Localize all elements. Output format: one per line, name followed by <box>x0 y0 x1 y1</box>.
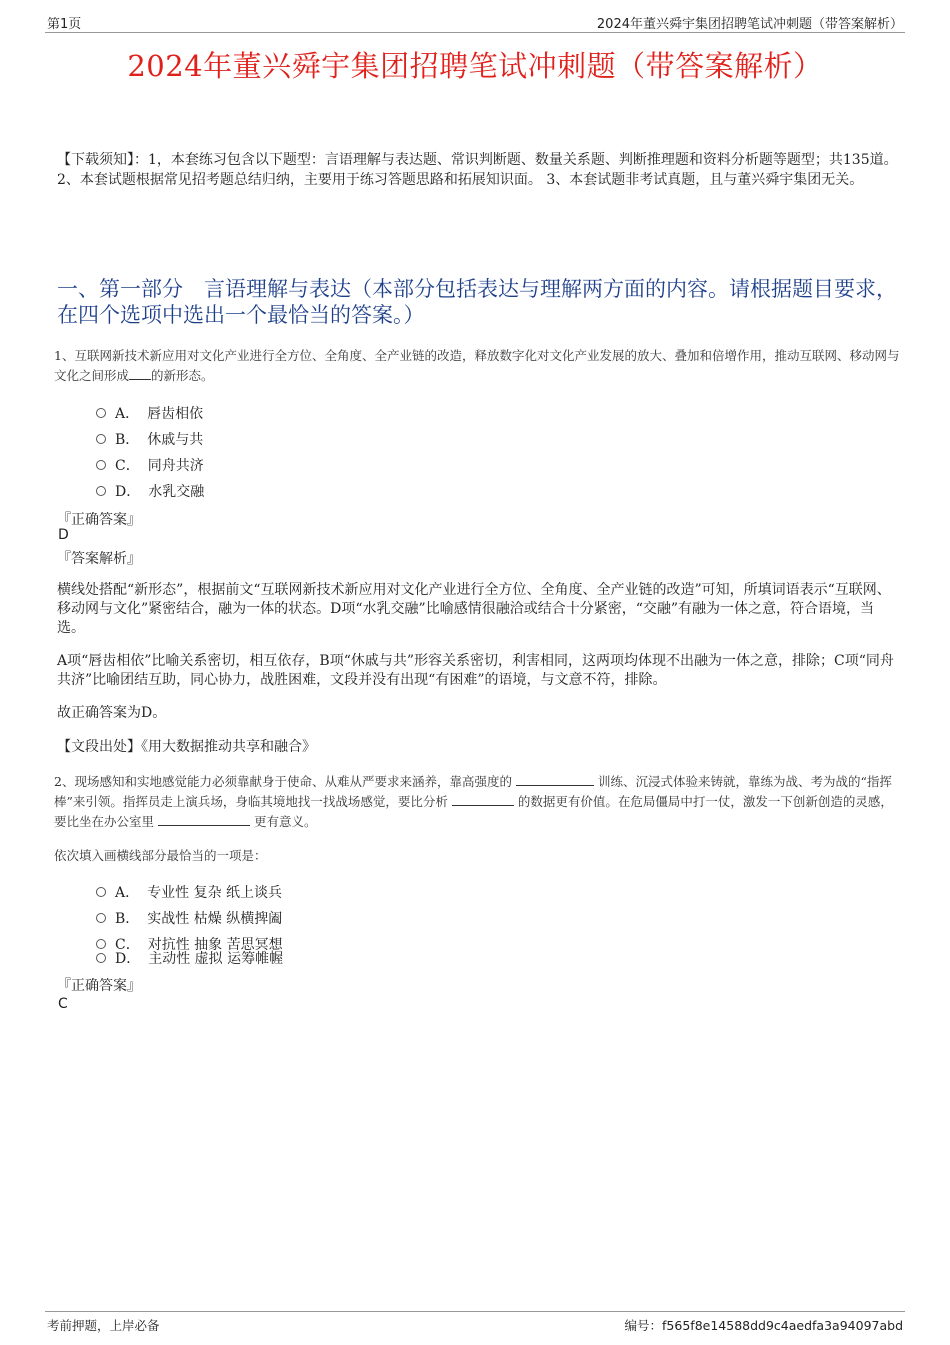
radio-icon[interactable] <box>96 913 106 923</box>
footer-code-value: f565f8e14588dd9c4aedfa3a94097abd <box>662 1318 903 1333</box>
q1-answer-label: 『正确答案』 <box>57 512 141 528</box>
q2-option-d[interactable]: D． 主动性 虚拟 运筹帷幄 <box>96 948 283 968</box>
q1-option-c[interactable]: C． 同舟共济 <box>96 455 204 475</box>
q2-stem-part-b: 训练、沉浸式体验来铸就，靠练为战、考为战的“指挥棒”来引领。指挥员走上演兵场，身临其境地找一找战场感觉，要比分析 <box>54 774 892 809</box>
header-rule <box>45 32 905 33</box>
q2-prompt: 依次填入画横线部分最恰当的一项是： <box>54 848 267 863</box>
q2-blank-3 <box>158 812 250 826</box>
q2-option-c[interactable]: C． 对抗性 抽象 苦思冥想 <box>96 934 283 954</box>
q2-answer-label: 『正确答案』 <box>57 978 141 994</box>
q2-option-b[interactable]: B． 实战性 枯燥 纵横捭阖 <box>96 908 282 928</box>
q1-analysis-label: 『答案解析』 <box>57 551 141 567</box>
q1-analysis-paragraph-2: A项“唇齿相依”比喻关系密切，相互依存，B项“休戚与共”形容关系密切，利害相同，这两项均体现不出融为一体之意，排除；C项“同舟共济”比喻团结互助，同心协力，战胜困难，文段并没有出现“有困难”的语境，与文意不符，排除。 <box>57 653 894 688</box>
footer-slogan: 考前押题，上岸必备 <box>47 1318 160 1333</box>
footer-code-label: 编号： <box>624 1318 663 1333</box>
q1-answer: D <box>58 527 69 543</box>
q2-answer: C <box>58 996 68 1012</box>
q1-stem-part-b: 的新形态。 <box>151 368 214 383</box>
footer-code <box>625 1316 903 1334</box>
q2-blank-2 <box>452 792 514 806</box>
q1-option-b[interactable]: B． 休戚与共 <box>96 429 203 449</box>
download-notice: 【下载须知】：1，本套练习包含以下题型：言语理解与表达题、常识判断题、数量关系题、判断推理题和资料分析题等题型；共135道。 2、本套试题根据常见招考题总结归纳，主要用于练习答题思路和拓展知识面。 3、本套试题非考试真题，且与董兴舜宇集团无关。 <box>57 152 898 188</box>
header-doc-title: 2024年董兴舜宇集团招聘笔试冲刺题（带答案解析） <box>596 17 903 32</box>
section-heading: 一、第一部分 言语理解与表达（本部分包括表达与理解两方面的内容。请根据题目要求，在四个选项中选出一个最恰当的答案。） <box>57 277 897 327</box>
q1-source: 【文段出处】《用大数据推动共享和融合》 <box>57 739 316 755</box>
q2-stem-part-a: 2、现场感知和实地感觉能力必须靠献身于使命、从难从严要求来涵养，靠高强度的 <box>54 774 512 789</box>
q2-stem-part-c: 的数据更有价值。在危局僵局中打一仗，激发一下创新创造的灵感，要比坐在办公室里 <box>54 794 893 829</box>
q1-stem-part-a: 1、互联网新技术新应用对文化产业进行全方位、全角度、全产业链的改造，释放数字化对文化产业发展的放大、叠加和倍增作用，推动互联网、移动网与文化之间形成 <box>54 348 900 383</box>
radio-icon[interactable] <box>96 434 106 444</box>
q2-option-a[interactable]: A． 专业性 复杂 纸上谈兵 <box>96 882 282 902</box>
footer-rule <box>45 1311 905 1312</box>
page-number: 第1页 <box>47 17 82 32</box>
q1-analysis-conclusion: 故正确答案为D。 <box>57 705 167 721</box>
radio-icon[interactable] <box>96 486 106 496</box>
q2-blank-1 <box>516 772 594 786</box>
q1-analysis-paragraph-1: 横线处搭配“新形态”，根据前文“互联网新技术新应用对文化产业进行全方位、全角度、全产业链的改造”可知，所填词语表示“互联网、移动网与文化”紧密结合，融为一体的状态。D项“水乳交融”比喻感情很融洽或结合十分紧密，“交融”有融为一体之意，符合语境，当选。 <box>57 582 891 636</box>
question-1-stem <box>54 346 904 386</box>
radio-icon[interactable] <box>96 953 106 963</box>
question-2-stem <box>54 772 904 832</box>
page-title: 2024年董兴舜宇集团招聘笔试冲刺题（带答案解析） <box>127 49 823 83</box>
radio-icon[interactable] <box>96 460 106 470</box>
q1-option-d[interactable]: D． 水乳交融 <box>96 481 204 501</box>
radio-icon[interactable] <box>96 887 106 897</box>
q1-blank <box>129 366 151 380</box>
q1-option-a[interactable]: A． 唇齿相依 <box>96 403 203 423</box>
q2-stem-part-d: 更有意义。 <box>254 814 317 829</box>
radio-icon[interactable] <box>96 408 106 418</box>
